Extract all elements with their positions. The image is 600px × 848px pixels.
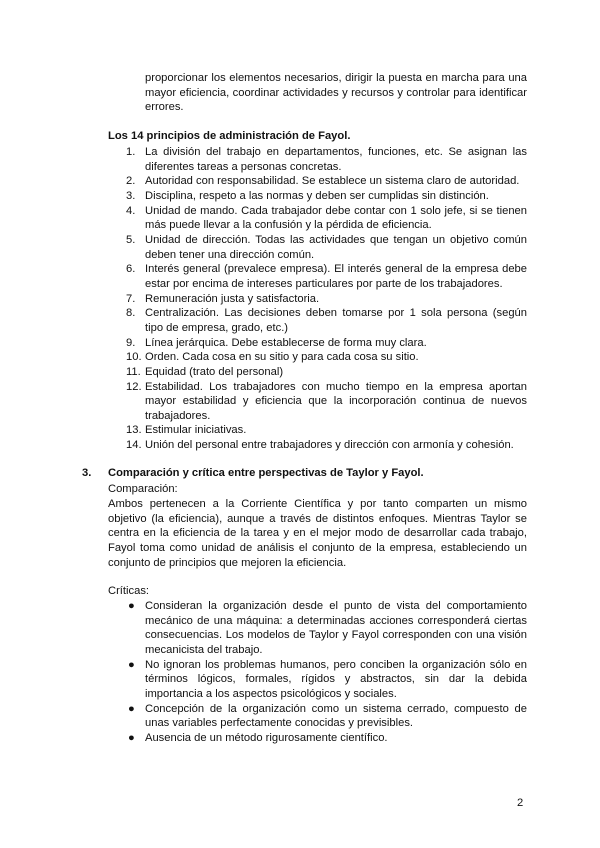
critiques-label: Críticas: bbox=[108, 585, 150, 597]
principle-item bbox=[126, 438, 527, 453]
item-number: 7. bbox=[126, 292, 136, 305]
item-text: Remuneración justa y satisfactoria. bbox=[145, 292, 320, 305]
principle-item bbox=[126, 306, 527, 335]
item-text: Línea jerárquica. Debe establecerse de forma muy clara. bbox=[145, 336, 427, 349]
section-heading: Comparación y crítica entre perspectivas de Taylor y Fayol. bbox=[108, 467, 424, 479]
critique-text: No ignoran los problemas humanos, pero conciben la organización sólo en términos lógicos, formales, rígidos y abstractos, sin dar la debida importancia a los aspectos psicológicos y sociales. bbox=[145, 658, 527, 700]
principle-item bbox=[126, 292, 527, 307]
principle-item bbox=[126, 174, 527, 189]
intro-paragraph: proporcionar los elementos necesarios, dirigir la puesta en marcha para una mayor eficiencia, coordinar actividades y recursos y controlar para identificar errores. bbox=[145, 72, 527, 114]
comparison-label: Comparación: bbox=[108, 483, 178, 495]
principle-item bbox=[126, 423, 527, 438]
item-number: 11. bbox=[126, 365, 141, 378]
critique-item bbox=[128, 658, 527, 702]
item-text: Unidad de dirección. Todas las actividades que tengan un objetivo común deben tener una dirección común. bbox=[145, 233, 527, 261]
item-number: 8. bbox=[126, 307, 136, 320]
principle-item bbox=[126, 189, 527, 204]
item-number: 4. bbox=[126, 204, 136, 217]
item-text: Interés general (prevalece empresa). El interés general de la empresa debe estar por encima de intereses particulares por parte de los trabajadores. bbox=[145, 263, 527, 290]
section-number: 3. bbox=[82, 467, 92, 479]
item-text: Unidad de mando. Cada trabajador debe contar con 1 solo jefe, si se tienen más puede llevar a la confusión y la pérdida de eficiencia. bbox=[145, 204, 527, 232]
principles-heading: Los 14 principios de administración de Fayol. bbox=[108, 130, 351, 142]
critique-item bbox=[128, 702, 527, 731]
principle-item bbox=[126, 380, 527, 424]
principle-item bbox=[126, 233, 527, 262]
item-text: Estabilidad. Los trabajadores con mucho tiempo en la empresa aportan mayor estabilidad y eficiencia que la incorporación continua de nuevos trabajadores. bbox=[145, 380, 527, 422]
item-number: 2. bbox=[126, 175, 136, 188]
item-text: Estimular iniciativas. bbox=[145, 424, 247, 437]
item-text: Disciplina, respeto a las normas y deben ser cumplidas sin distinción. bbox=[145, 189, 489, 202]
item-text: Autoridad con responsabilidad. Se establece un sistema claro de autoridad. bbox=[145, 175, 520, 188]
item-number: 5. bbox=[126, 233, 136, 246]
principle-item bbox=[126, 350, 527, 365]
item-number: 14. bbox=[126, 439, 142, 452]
comparison-paragraph: Ambos pertenecen a la Corriente Científica y por tanto comparten un mismo objetivo (la eficiencia), aunque a través de distintos enfoques. Mientras Taylor se centra en la eficiencia de la tarea y en el mejor modo de desarrollar cada trabajo, Fayol toma como unidad de análisis el conjunto de la empresa, estableciendo un conjunto de principios que mejoren la eficiencia. bbox=[108, 498, 527, 569]
item-number: 10. bbox=[126, 351, 142, 364]
bullet-icon: ● bbox=[128, 702, 135, 715]
item-number: 1. bbox=[126, 146, 136, 158]
item-number: 9. bbox=[126, 336, 136, 349]
bullet-icon: ● bbox=[128, 731, 135, 744]
item-number: 13. bbox=[126, 424, 142, 437]
bullet-icon: ● bbox=[128, 658, 135, 671]
item-text: Orden. Cada cosa en su sitio y para cada cosa su sitio. bbox=[145, 351, 419, 364]
principle-item bbox=[126, 262, 527, 291]
item-number: 12. bbox=[126, 380, 142, 393]
item-text: Equidad (trato del personal) bbox=[145, 365, 284, 378]
critique-text: Concepción de la organización como un sistema cerrado, compuesto de unas variables perfectamente conocidas y previsibles. bbox=[145, 702, 527, 730]
item-text: Unión del personal entre trabajadores y dirección con armonía y cohesión. bbox=[145, 439, 514, 452]
item-text: Centralización. Las decisiones deben tomarse por 1 sola persona (según tipo de empresa, grado, etc.) bbox=[145, 307, 527, 334]
item-text: La división del trabajo en departamentos, funciones, etc. Se asignan las diferentes tareas a personas concretas. bbox=[145, 146, 527, 173]
principle-item bbox=[126, 145, 527, 174]
critique-text: Ausencia de un método rigurosamente científico. bbox=[145, 731, 388, 744]
principle-item bbox=[126, 204, 527, 233]
bullet-icon: ● bbox=[128, 600, 135, 612]
item-number: 3. bbox=[126, 189, 136, 202]
page-number: 2 bbox=[517, 797, 524, 809]
critiques-list bbox=[128, 599, 527, 746]
principles-list bbox=[126, 145, 527, 453]
principle-item bbox=[126, 336, 527, 351]
critique-item bbox=[128, 731, 527, 746]
principle-item bbox=[126, 365, 527, 380]
critique-text: Consideran la organización desde el punto de vista del comportamiento mecánico de una máquina: a determinadas acciones corresponderá ciertas consecuencias. Los modelos de Taylor y Fayol corresponden con una visión mecanicista del trabajo. bbox=[145, 600, 527, 656]
critique-item bbox=[128, 599, 527, 658]
item-number: 6. bbox=[126, 263, 136, 276]
